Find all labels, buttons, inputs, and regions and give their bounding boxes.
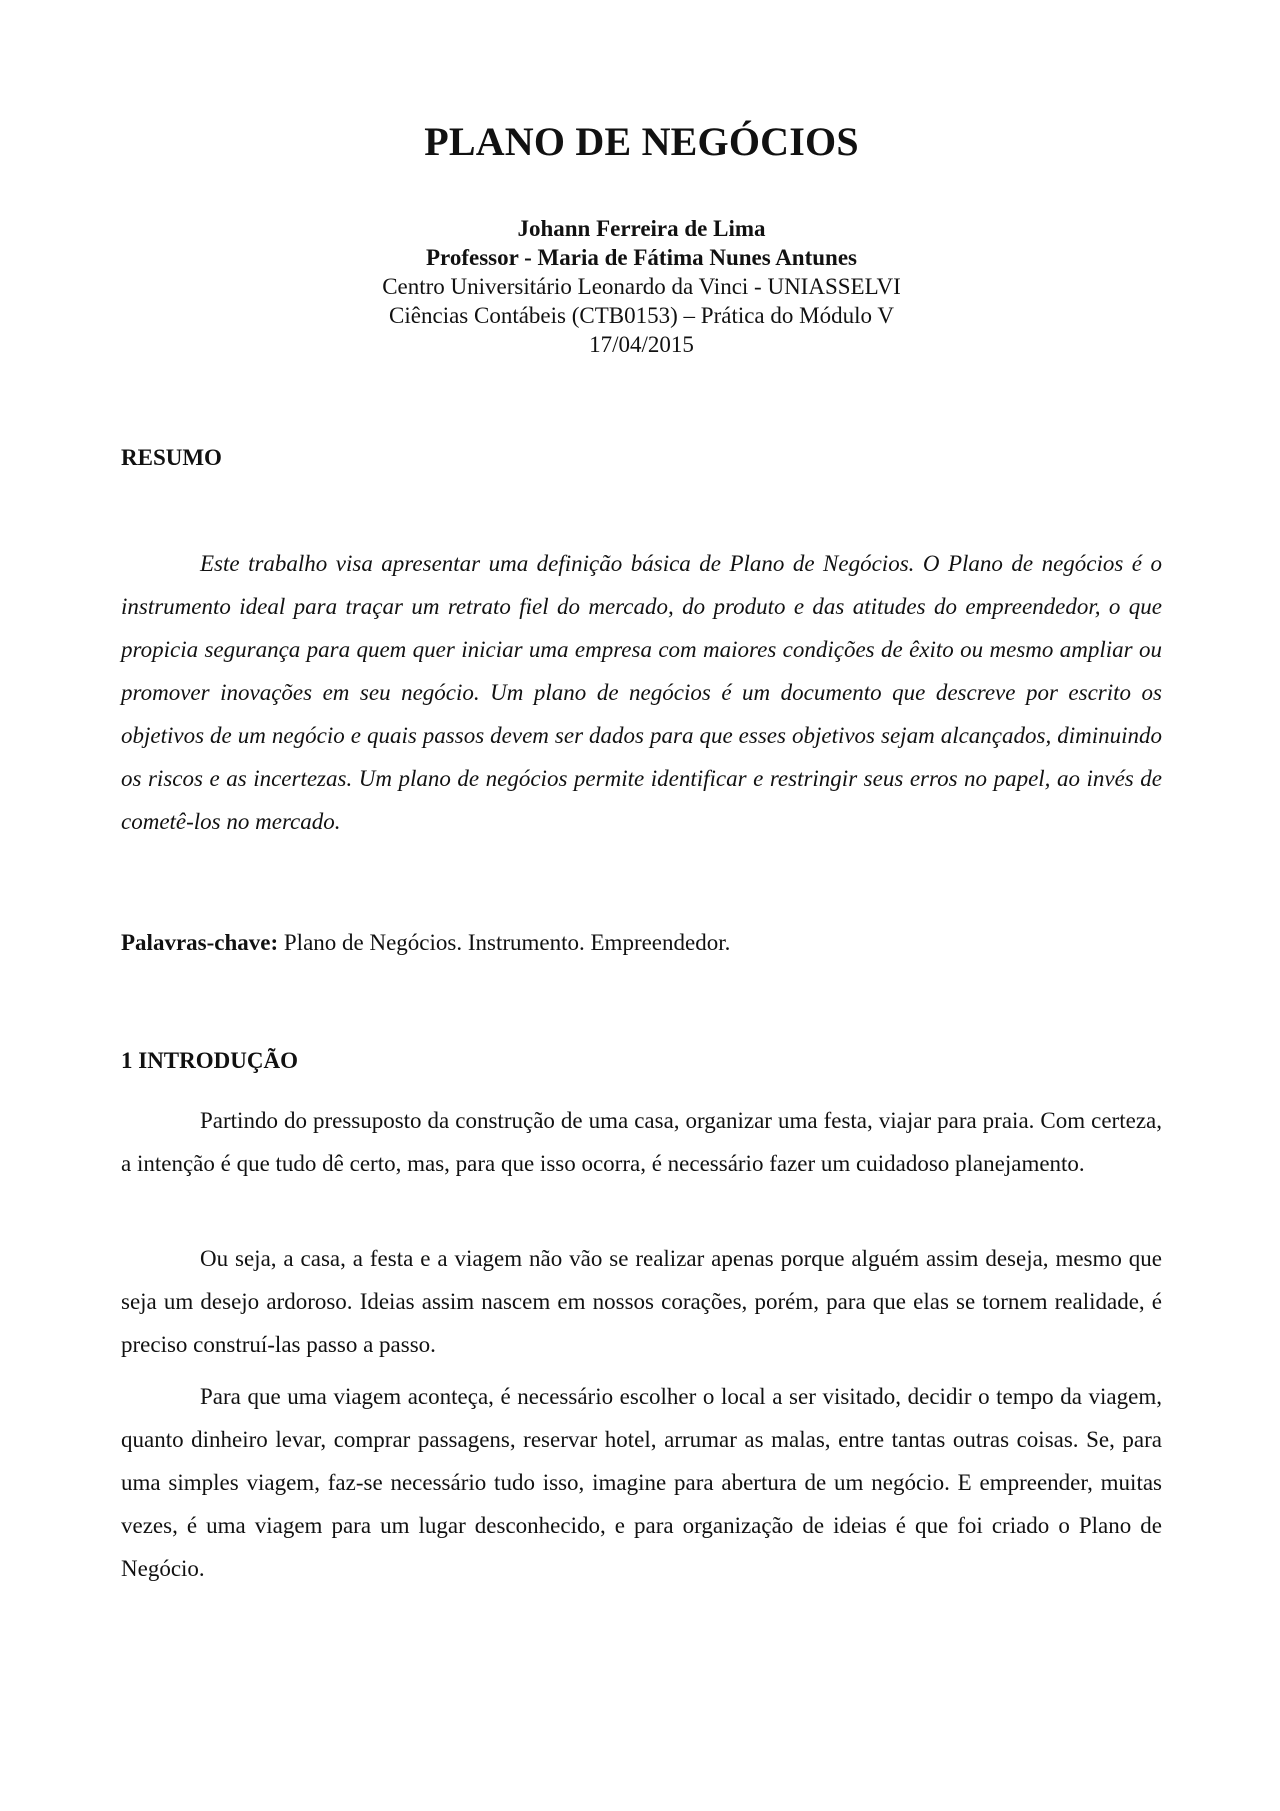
author-name: Johann Ferreira de Lima [517, 216, 766, 241]
intro-paragraph-2: Ou seja, a casa, a festa e a viagem não vão se realizar apenas porque alguém assim deseja, mesmo que seja um desejo ardoroso. Ideias assim nascem em nossos corações, porém, para que elas se tornem realidade, é preciso construí-las passo a passo. [121, 1246, 1162, 1357]
intro-paragraph-3: Para que uma viagem aconteça, é necessário escolher o local a ser visitado, decidir o tempo da viagem, quanto dinheiro levar, comprar passagens, reservar hotel, arrumar as malas, entre tantas outras coisas. Se, para uma simples viagem, faz-se necessário tudo isso, imagine para abertura de um negócio. E empreender, muitas vezes, é uma viagem para um lugar desconhecido, e para organização de ideias é que foi criado o Plano de Negócio. [121, 1384, 1162, 1581]
document-header [121, 214, 1162, 359]
course-name: Ciências Contábeis (CTB0153) – Prática do Módulo V [389, 303, 894, 328]
keywords-line [121, 930, 1162, 956]
introduction-heading: 1 INTRODUÇÃO [121, 1048, 298, 1073]
keywords-label: Palavras-chave: [121, 930, 279, 955]
institution-name: Centro Universitário Leonardo da Vinci - UNIASSELVI [382, 274, 901, 299]
document-title: PLANO DE NEGÓCIOS [424, 119, 859, 164]
abstract-text: Este trabalho visa apresentar uma definição básica de Plano de Negócios. O Plano de negócios é o instrumento ideal para traçar um retrato fiel do mercado, do produto e das atitudes do empreendedor, o que propicia segurança para quem quer iniciar uma empresa com maiores condições de êxito ou mesmo ampliar ou promover inovações em seu negócio. Um plano de negócios é um documento que descreve por escrito os objetivos de um negócio e quais passos devem ser dados para que esses objetivos sejam alcançados, diminuindo os riscos e as incertezas. Um plano de negócios permite identificar e restringir seus erros no papel, ao invés de cometê-los no mercado. [121, 551, 1162, 834]
intro-paragraph-1: Partindo do pressuposto da construção de uma casa, organizar uma festa, viajar para praia. Com certeza, a intenção é que tudo dê certo, mas, para que isso ocorra, é necessário fazer um cuidadoso planejamento. [121, 1108, 1162, 1176]
abstract-heading: RESUMO [121, 445, 222, 470]
keywords-text: Plano de Negócios. Instrumento. Empreendedor. [278, 930, 731, 955]
professor-name: Professor - Maria de Fátima Nunes Antunes [425, 245, 857, 270]
document-date: 17/04/2015 [589, 332, 694, 357]
